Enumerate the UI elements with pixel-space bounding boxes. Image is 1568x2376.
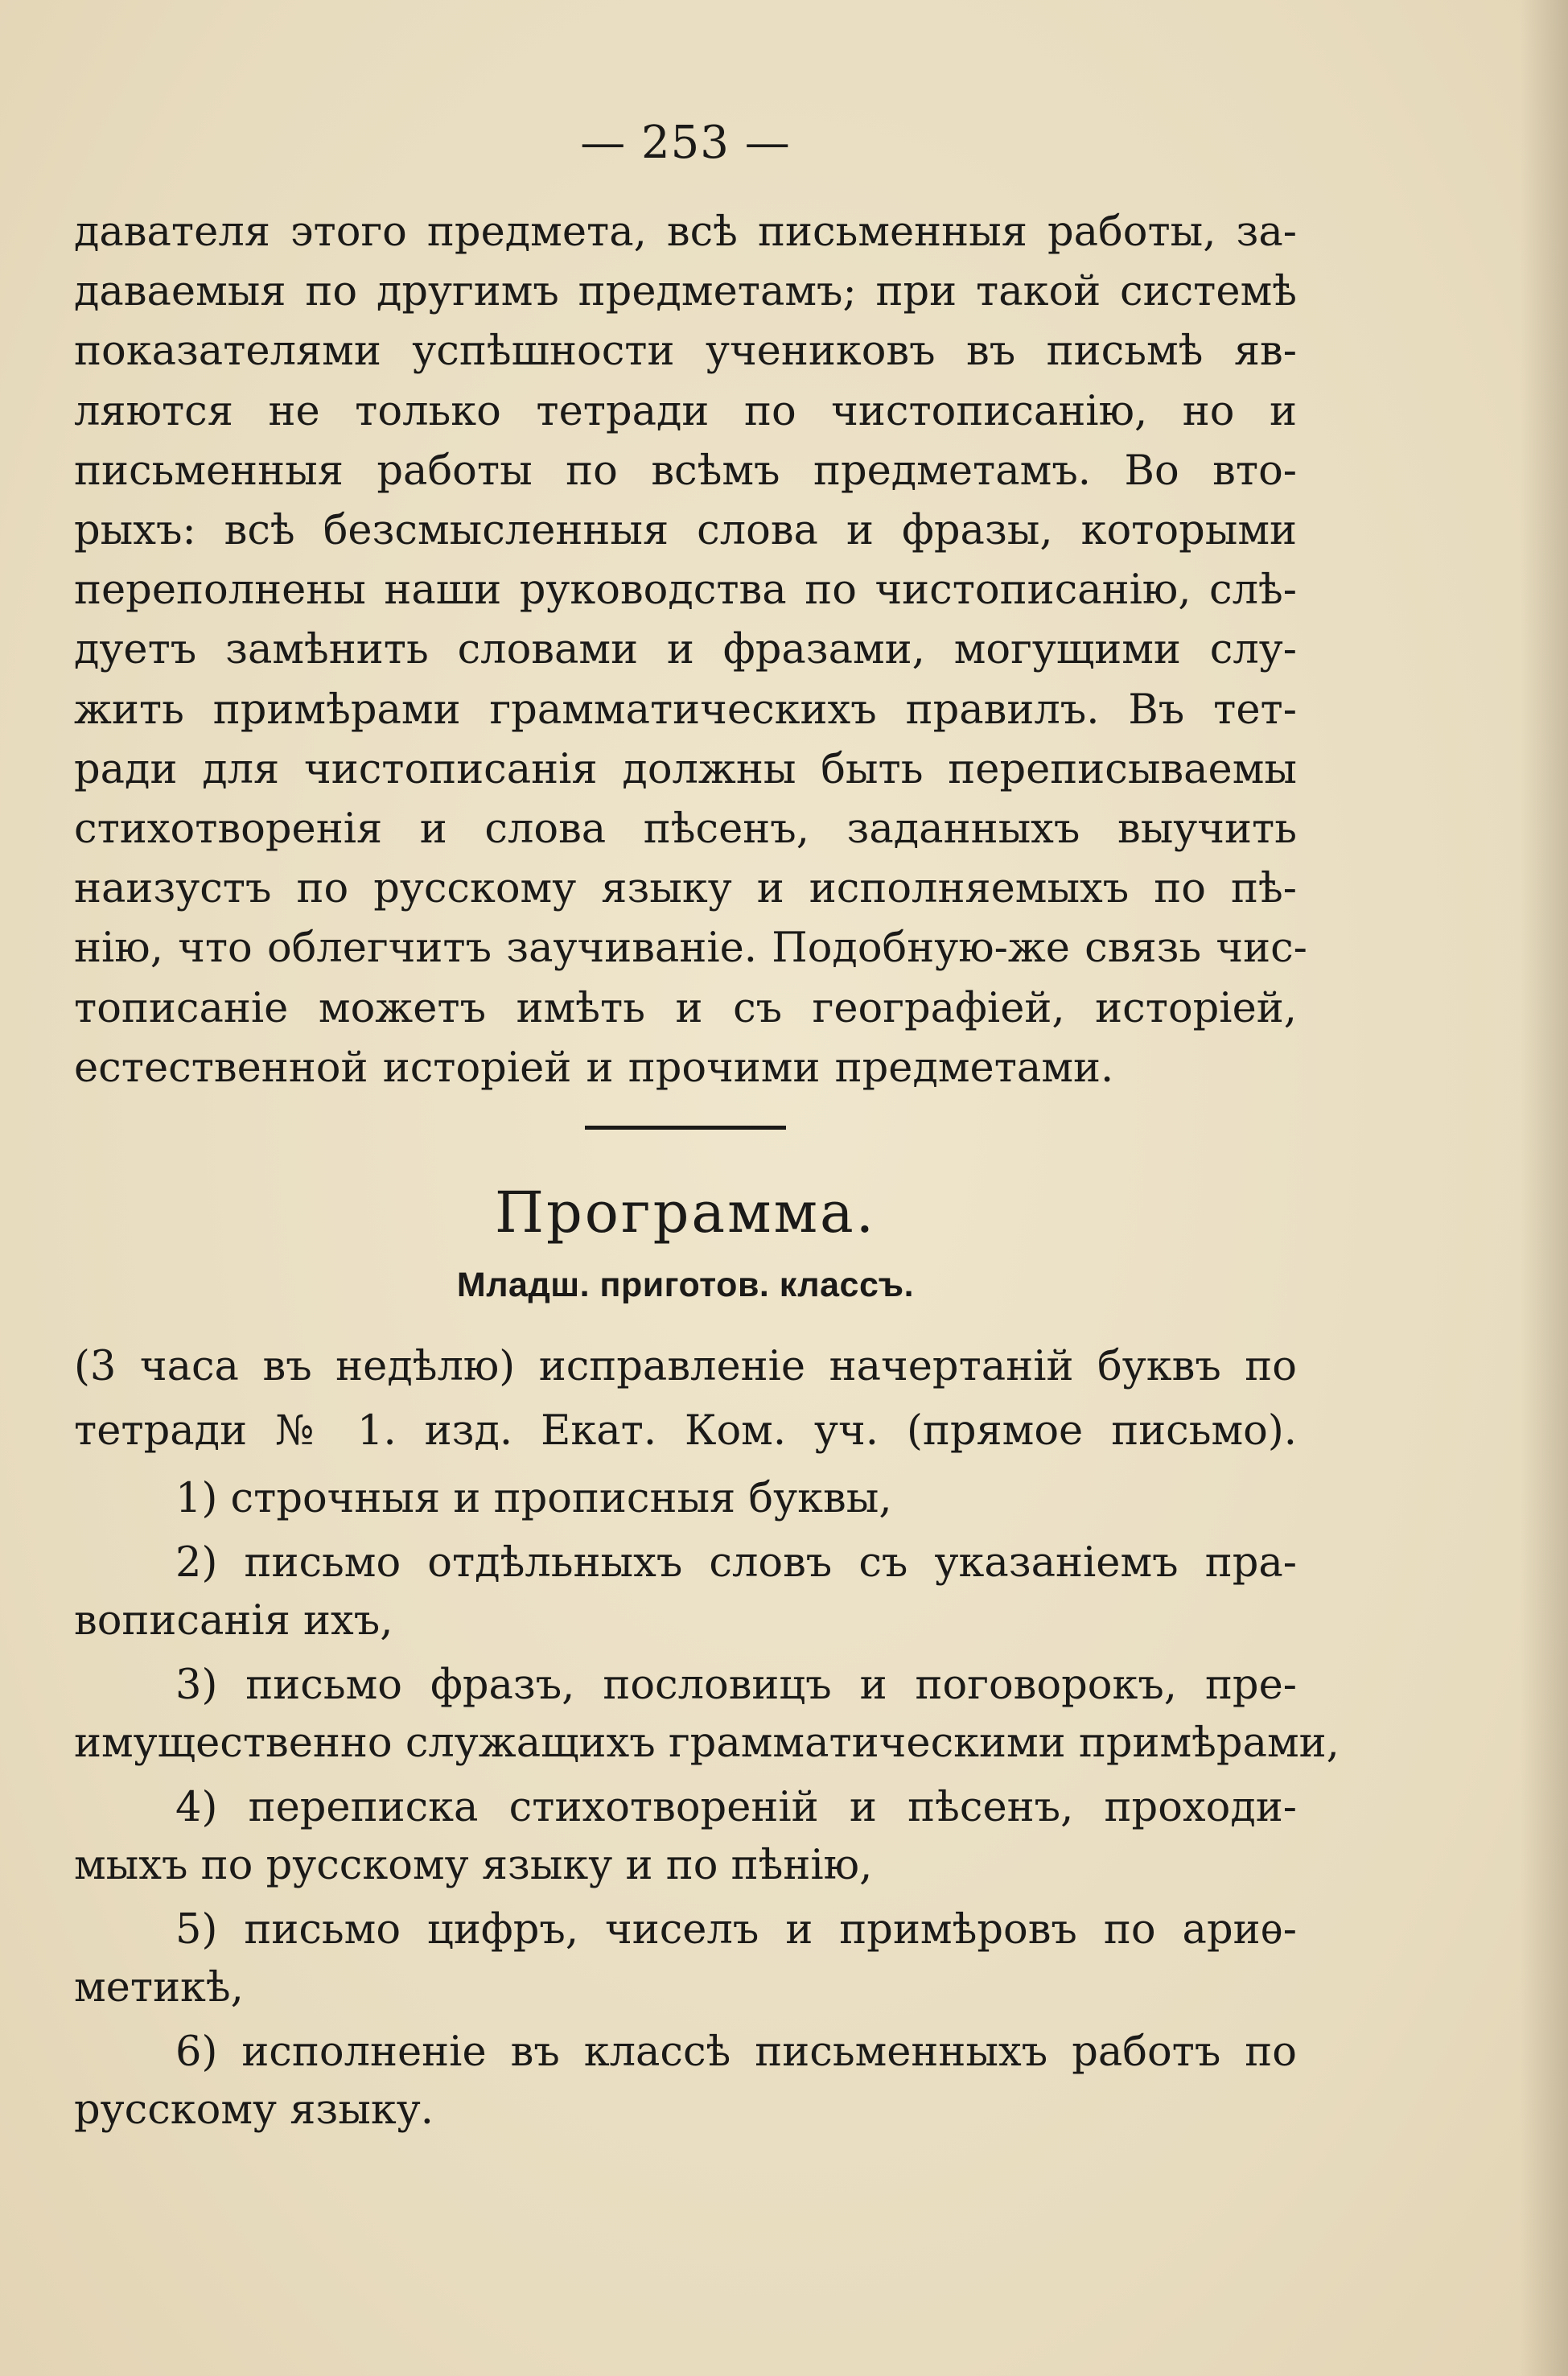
paragraph-line: нію, что облегчитъ заучиваніе. Подобную-же связь чис-: [74, 924, 1307, 973]
item-line: 3) письмо фразъ, пословицъ и поговорокъ, пре-: [175, 1662, 1297, 1710]
item-line: мыхъ по русскому языку и по пѣнію,: [74, 1842, 873, 1890]
program-item: [74, 1779, 1297, 1895]
item-line: 2) письмо отдѣльныхъ словъ съ указаніемъ пра-: [175, 1539, 1297, 1587]
paragraph-line: стихотворенія и слова пѣсенъ, заданныхъ выучить: [74, 805, 1297, 854]
item-line: 1) строчныя и прописныя буквы,: [175, 1475, 892, 1523]
class-subheading: Младш. приготов. классъ.: [456, 1266, 915, 1305]
program-intro: [74, 1335, 1297, 1464]
paragraph-line: давателя этого предмета, всѣ письменныя работы, за-: [74, 208, 1297, 256]
paragraph-line: наизустъ по русскому языку и исполняемыхъ по пѣ-: [74, 865, 1297, 913]
intro-line: тетради № 1. изд. Екат. Ком. уч. (прямое письмо).: [74, 1407, 1297, 1456]
paragraph-line: ради для чистописанія должны быть переписываемы: [74, 745, 1297, 793]
program-item: [74, 1534, 1297, 1650]
paragraph-line: даваемыя по другимъ предметамъ; при такой системѣ: [74, 268, 1297, 316]
intro-line: (3 часа въ недѣлю) исправленіе начертаній буквъ по: [74, 1343, 1297, 1391]
item-line: 6) исполненіе въ классѣ письменныхъ работъ по: [175, 2028, 1297, 2077]
paragraph-line: дуетъ замѣнить словами и фразами, могущими слу-: [74, 626, 1297, 674]
item-line: метикѣ,: [74, 1964, 244, 2012]
item-line: имущественно служащихъ грамматическими примѣрами,: [74, 1719, 1340, 1768]
page-number: — 253 —: [580, 117, 791, 169]
paragraph-line: жить примѣрами грамматическихъ правилъ. Въ тет-: [74, 686, 1297, 734]
item-line: вописанія ихъ,: [74, 1597, 393, 1645]
paragraph-line: показателями успѣшности учениковъ въ письмѣ яв-: [74, 327, 1297, 376]
page-spine-shadow: [1520, 0, 1568, 2376]
item-line: 5) письмо цифръ, чиселъ и примѣровъ по ариѳ-: [175, 1906, 1297, 1954]
page-content: [74, 117, 1340, 2146]
paragraph-line: естественной исторіей и прочими предметами.: [74, 1044, 1114, 1092]
section-divider: [585, 1126, 786, 1130]
program-item: [74, 1470, 1297, 1528]
program-item: [74, 1657, 1340, 1773]
paragraph-line: тописаніе можетъ имѣть и съ географіей, исторіей,: [74, 984, 1297, 1032]
item-line: русскому языку.: [74, 2086, 434, 2135]
paragraph-line: переполнены наши руководства по чистописанію, слѣ-: [74, 566, 1297, 615]
paragraph-line: рыхъ: всѣ безсмысленныя слова и фразы, которыми: [74, 507, 1297, 555]
program-item: [74, 1901, 1297, 2017]
paragraph-line: ляются не только тетради по чистописанію, но и: [74, 387, 1297, 435]
item-line: 4) переписка стихотвореній и пѣсенъ, проходи-: [175, 1784, 1297, 1832]
body-paragraph: [74, 203, 1307, 1098]
paragraph-line: письменныя работы по всѣмъ предметамъ. Во вто-: [74, 447, 1297, 495]
section-heading: Программа.: [494, 1180, 877, 1246]
program-item: [74, 2024, 1297, 2139]
